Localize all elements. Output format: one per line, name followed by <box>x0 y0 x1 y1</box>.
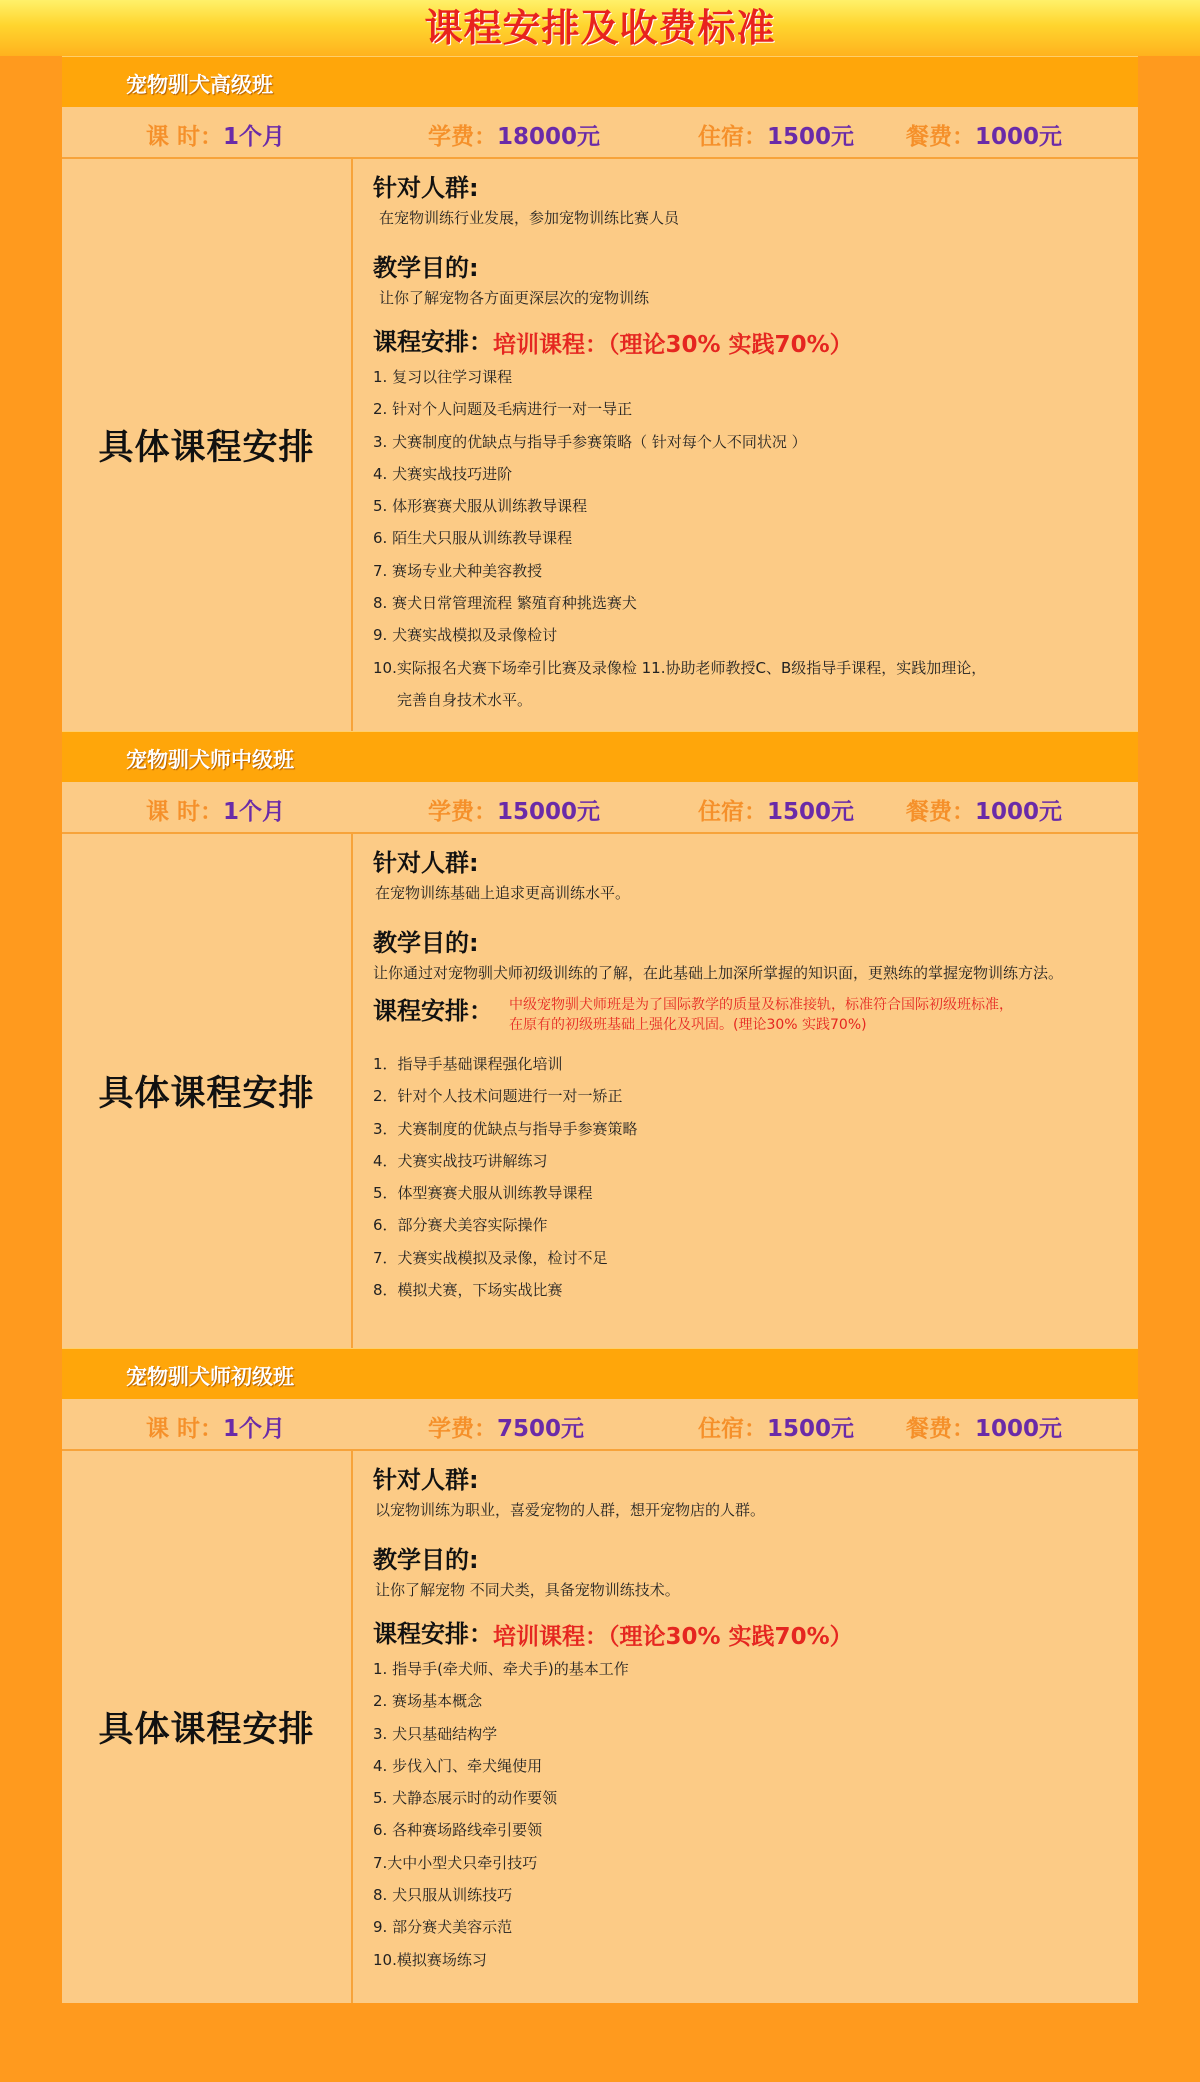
tuition <box>428 118 600 151</box>
list-item: 完善自身技术水平。 <box>397 690 533 709</box>
course-arrangement-label: 具体课程安排 <box>98 1074 315 1114</box>
course-arrangement-label: 具体课程安排 <box>98 428 315 468</box>
duration <box>146 793 285 826</box>
meals <box>906 793 1062 826</box>
list-item: 6. 陌生犬只服从训练教导课程 <box>373 529 573 548</box>
goal-text: 让你了解宠物各方面更深层次的宠物训练 <box>379 289 650 307</box>
duration <box>146 118 285 151</box>
tuition-label: 学费： <box>428 124 497 150</box>
course-body <box>62 834 1138 1348</box>
lodging-value: 1500元 <box>767 799 855 825</box>
tuition-label: 学费： <box>428 1416 497 1442</box>
list-item: 7. 赛场专业犬种美容教授 <box>373 561 543 580</box>
audience-title: 针对人群: <box>373 849 479 877</box>
tuition-value: 18000元 <box>497 124 601 150</box>
course-body <box>62 159 1138 731</box>
list-item: 3. 犬赛制度的优缺点与指导手参赛策略（ 针对每个人不同状况 ） <box>373 432 807 451</box>
list-item: 8．模拟犬赛，下场实战比赛 <box>373 1281 563 1300</box>
audience-title: 针对人群: <box>373 174 479 202</box>
list-item: 5. 犬静态展示时的动作要领 <box>373 1789 558 1808</box>
section-header <box>62 1348 1138 1399</box>
duration-value: 1个月 <box>223 124 286 150</box>
list-item: 1. 指导手(牵犬师、牵犬手)的基本工作 <box>373 1660 629 1678</box>
section-header <box>62 56 1138 107</box>
duration <box>146 1410 285 1443</box>
duration-label: 课 时： <box>146 124 224 150</box>
list-item: 9. 部分赛犬美容示范 <box>373 1918 513 1937</box>
course-details <box>353 159 1138 731</box>
duration-label: 课 时： <box>146 799 224 825</box>
duration-label: 课 时： <box>146 1416 224 1442</box>
goal-text: 让你了解宠物 不同犬类，具备宠物训练技术。 <box>375 1581 680 1599</box>
list-item: 8. 犬只服从训练技巧 <box>373 1886 513 1905</box>
list-item: 1．指导手基础课程强化培训 <box>373 1055 563 1073</box>
section-advanced <box>62 56 1138 731</box>
fee-row <box>62 782 1138 834</box>
lodging <box>698 1410 854 1443</box>
section-intermediate <box>62 731 1138 1348</box>
audience-text: 在宠物训练行业发展，参加宠物训练比赛人员 <box>379 209 680 227</box>
list-item: 7．犬赛实战模拟及录像，检讨不足 <box>373 1248 608 1267</box>
course-arrangement-label-cell <box>62 1451 353 2003</box>
audience-text: 在宠物训练基础上追求更高训练水平。 <box>375 884 631 902</box>
audience-text: 以宠物训练为职业，喜爱宠物的人群，想开宠物店的人群。 <box>375 1501 766 1519</box>
tuition <box>428 1410 584 1443</box>
lodging <box>698 793 854 826</box>
list-item: 3．犬赛制度的优缺点与指导手参赛策略 <box>373 1119 638 1138</box>
section-title: 宠物驯犬高级班 <box>126 73 273 97</box>
meals-value: 1000元 <box>975 124 1063 150</box>
arrangement-heading <box>373 1617 1138 1651</box>
audience-title: 针对人群: <box>373 1466 479 1494</box>
list-item: 7.大中小型犬只牵引技巧 <box>373 1853 538 1872</box>
meals-label: 餐费： <box>906 799 975 825</box>
list-item: 2．针对个人技术问题进行一对一矫正 <box>373 1087 623 1106</box>
meals <box>906 1410 1062 1443</box>
course-list <box>373 1048 1138 1306</box>
arrangement-heading <box>373 994 1138 1034</box>
fee-row <box>62 1399 1138 1451</box>
list-item: 4. 步伐入门、牵犬绳使用 <box>373 1756 543 1775</box>
arrangement-note: 培训课程：（理论30% 实践70%） <box>493 1623 853 1650</box>
list-item: 10.模拟赛场练习 <box>373 1950 487 1969</box>
course-arrangement-label-cell <box>62 834 353 1348</box>
lodging-value: 1500元 <box>767 124 855 150</box>
lodging <box>698 118 854 151</box>
tuition <box>428 793 600 826</box>
meals-label: 餐费： <box>906 1416 975 1442</box>
course-details <box>353 834 1138 1348</box>
course-arrangement-label: 具体课程安排 <box>98 1710 315 1750</box>
course-details <box>353 1451 1138 2003</box>
list-item: 6. 各种赛场路线牵引要领 <box>373 1821 543 1840</box>
meals <box>906 118 1062 151</box>
arrangement-title: 课程安排： <box>373 997 493 1025</box>
lodging-label: 住宿： <box>698 1416 767 1442</box>
tuition-value: 15000元 <box>497 799 601 825</box>
tuition-value: 7500元 <box>497 1416 585 1442</box>
list-item: 5．体型赛赛犬服从训练教导课程 <box>373 1184 593 1203</box>
fee-row <box>62 107 1138 159</box>
list-item: 4. 犬赛实战技巧进阶 <box>373 464 513 483</box>
goal-title: 教学目的: <box>373 1546 479 1574</box>
list-item: 1. 复习以往学习课程 <box>373 368 513 386</box>
arrangement-note: 培训课程：（理论30% 实践70%） <box>493 331 853 358</box>
meals-value: 1000元 <box>975 799 1063 825</box>
duration-value: 1个月 <box>223 1416 286 1442</box>
list-item: 6．部分赛犬美容实际操作 <box>373 1216 548 1235</box>
tuition-label: 学费： <box>428 799 497 825</box>
list-item: 2. 赛场基本概念 <box>373 1692 483 1711</box>
list-item: 8. 赛犬日常管理流程 繁殖育种挑选赛犬 <box>373 594 637 613</box>
list-item: 2. 针对个人问题及毛病进行一对一导正 <box>373 400 633 419</box>
arrangement-note-line: 在原有的初级班基础上强化及巩固。(理论30% 实践70%) <box>509 1017 867 1033</box>
section-beginner <box>62 1348 1138 2003</box>
page-title: 课程安排及收费标准 <box>424 6 776 50</box>
duration-value: 1个月 <box>223 799 286 825</box>
course-arrangement-label-cell <box>62 159 353 731</box>
meals-value: 1000元 <box>975 1416 1063 1442</box>
goal-text: 让你通过对宠物驯犬师初级训练的了解，在此基础上加深所掌握的知识面，更熟练的掌握宠物训练方法。 <box>373 964 1064 982</box>
arrangement-note-line: 中级宠物驯犬师班是为了国际教学的质量及标准接轨，标准符合国际初级班标准， <box>509 997 1013 1013</box>
arrangement-note <box>493 994 1013 1034</box>
lodging-label: 住宿： <box>698 124 767 150</box>
course-list <box>373 361 1138 716</box>
list-item: 3. 犬只基础结构学 <box>373 1724 498 1743</box>
goal-title: 教学目的: <box>373 254 479 282</box>
list-item: 9. 犬赛实战模拟及录像检讨 <box>373 626 558 645</box>
course-body <box>62 1451 1138 2003</box>
arrangement-title: 课程安排： <box>373 1620 493 1648</box>
arrangement-heading <box>373 325 1138 359</box>
list-item: 5. 体形赛赛犬服从训练教导课程 <box>373 497 588 516</box>
meals-label: 餐费： <box>906 124 975 150</box>
page-banner <box>0 0 1200 56</box>
course-content <box>62 56 1138 2003</box>
section-title: 宠物驯犬师中级班 <box>126 748 294 772</box>
goal-title: 教学目的: <box>373 929 479 957</box>
arrangement-title: 课程安排： <box>373 328 493 356</box>
lodging-value: 1500元 <box>767 1416 855 1442</box>
section-title: 宠物驯犬师初级班 <box>126 1365 294 1389</box>
list-item: 4．犬赛实战技巧讲解练习 <box>373 1151 548 1170</box>
section-header <box>62 731 1138 782</box>
list-item: 10.实际报名犬赛下场牵引比赛及录像检 11.协助老师教授C、B级指导手课程，实践加理论， <box>373 658 987 677</box>
course-list <box>373 1653 1138 1976</box>
lodging-label: 住宿： <box>698 799 767 825</box>
